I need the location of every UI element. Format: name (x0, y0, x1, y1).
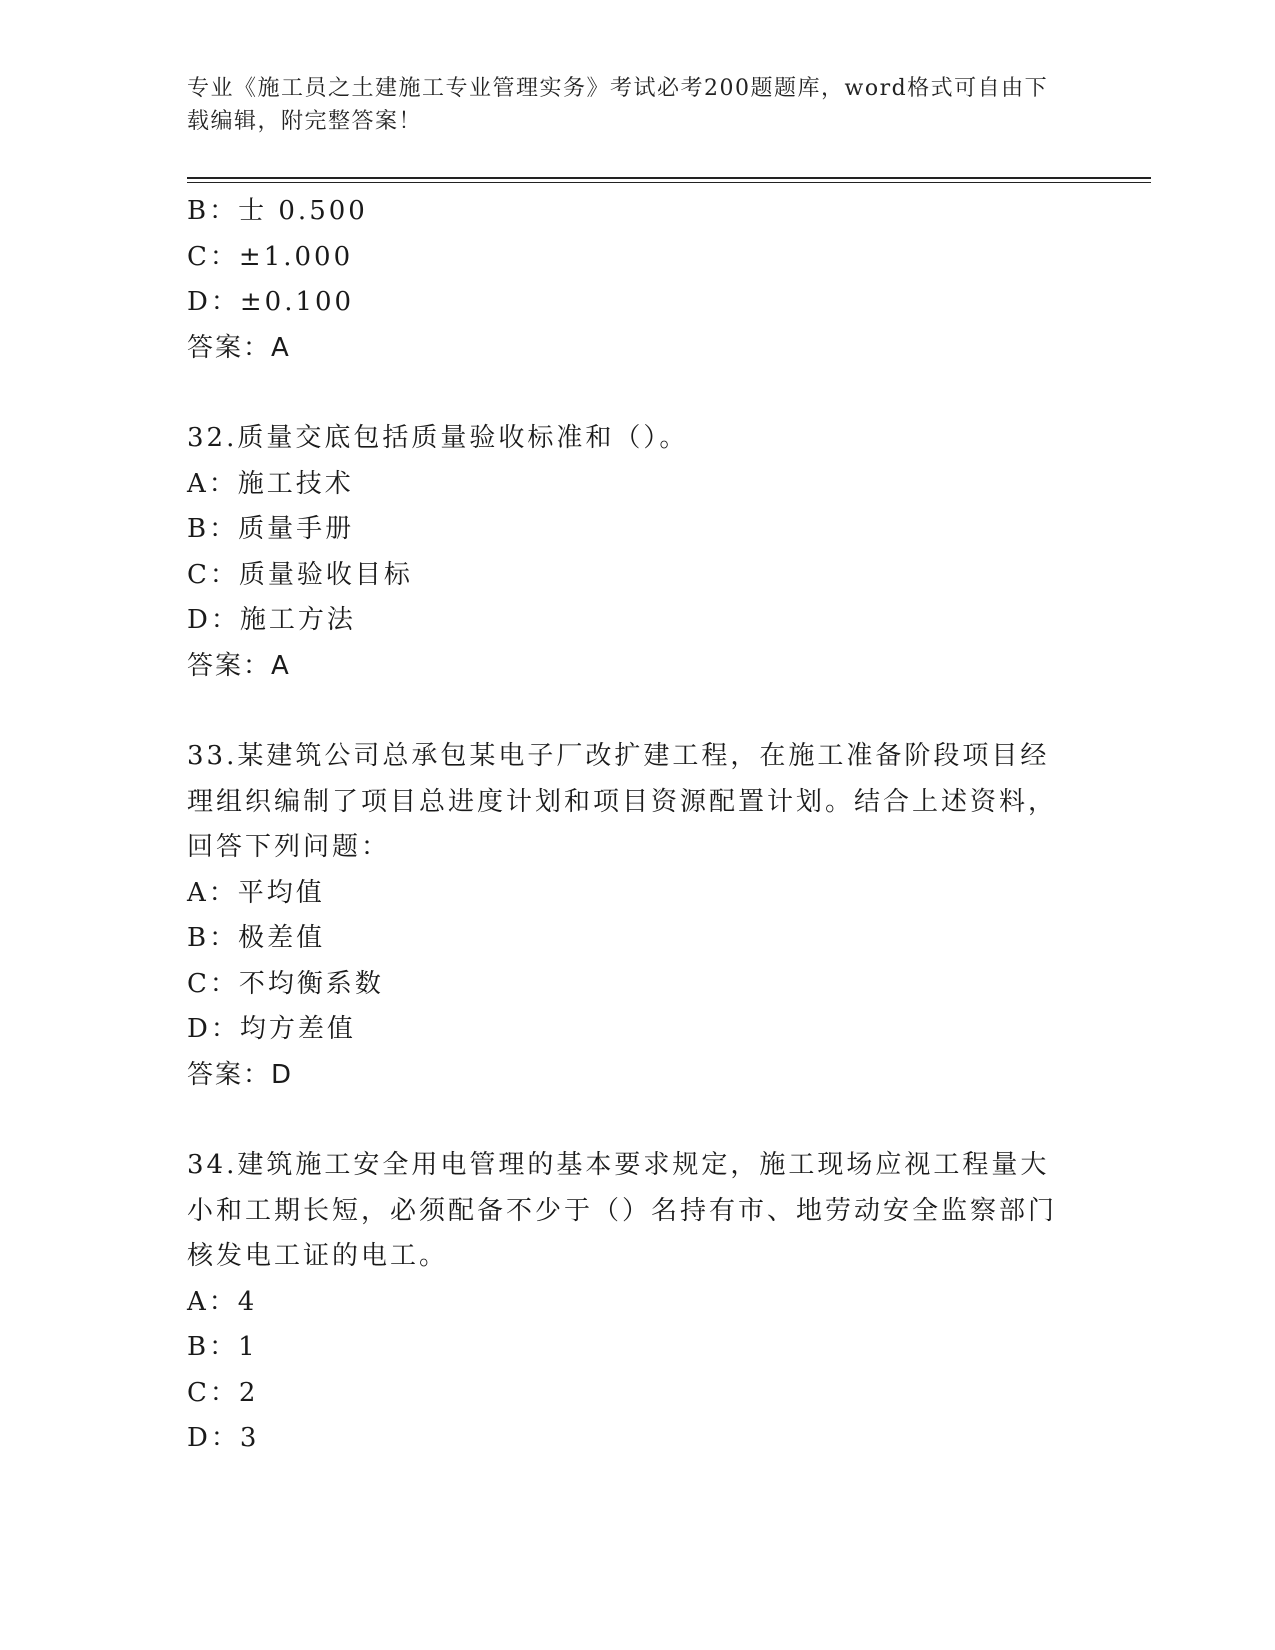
option-text: 士 0.500 (238, 196, 368, 226)
option-letter: D (187, 1014, 211, 1044)
question-33 (187, 734, 1077, 1098)
option-text: 不均衡系数 (238, 968, 384, 999)
option-letter: C (187, 559, 210, 590)
option-b: B：1 (187, 1332, 258, 1362)
option-text: 均方差值 (239, 1014, 356, 1044)
option-text: 极差值 (238, 923, 326, 953)
option-text: 4 (237, 1286, 258, 1317)
question-text: 33.某建筑公司总承包某电子厂改扩建工程，在施工准备阶段项目经理组织编制了项目总进度计划和项目资源配置计划。结合上述资料，回答下列问题： (187, 741, 1058, 862)
question-34 (187, 1143, 1077, 1462)
option-text: 2 (238, 1377, 259, 1408)
option-letter: A (187, 1286, 209, 1317)
option-text: 1 (238, 1332, 258, 1362)
option-c: C：不均衡系数 (187, 968, 384, 999)
option-letter: D (187, 605, 211, 635)
option-text: 质量手册 (238, 514, 355, 544)
page-header: 专业《施工员之土建施工专业管理实务》考试必考200题题库，word格式可自由下载编辑，附完整答案！ (187, 76, 1049, 134)
option-b: B：质量手册 (187, 514, 355, 544)
option-text: 施工技术 (237, 468, 354, 499)
option-d: D：施工方法 (187, 605, 356, 635)
option-letter: D (187, 1423, 211, 1453)
option-text: ±1.000 (238, 241, 354, 272)
option-c: C：2 (187, 1377, 259, 1408)
option-letter: A (187, 468, 209, 499)
option-b: B：士 0.500 (187, 196, 368, 226)
option-letter: D (187, 287, 211, 317)
question-text: 34.建筑施工安全用电管理的基本要求规定，施工现场应视工程量大小和工期长短，必须配备不少于（）名持有市、地劳动安全监察部门核发电工证的电工。 (187, 1150, 1058, 1271)
answer-line: 答案：D (187, 1059, 294, 1090)
option-text: 平均值 (237, 877, 325, 908)
option-c: C：±1.000 (187, 241, 354, 272)
option-letter: A (187, 877, 209, 908)
option-d: D：3 (187, 1423, 260, 1453)
question-content (187, 189, 1077, 1462)
option-text: 3 (239, 1423, 260, 1453)
partial-question (187, 189, 1077, 371)
option-letter: C (187, 968, 210, 999)
option-a: A：平均值 (187, 877, 325, 908)
question-text: 32.质量交底包括质量验收标准和（）。 (187, 423, 689, 453)
header-rule-thick (187, 177, 1151, 179)
option-a: A：4 (187, 1286, 258, 1317)
option-d: D：±0.100 (187, 287, 355, 317)
option-c: C：质量验收目标 (187, 559, 413, 590)
option-a: A：施工技术 (187, 468, 354, 499)
question-32 (187, 416, 1077, 689)
option-d: D：均方差值 (187, 1014, 356, 1044)
option-letter: C (187, 1377, 210, 1408)
answer-line: 答案：A (187, 332, 291, 363)
option-letter: B (187, 1332, 210, 1362)
option-letter: C (187, 241, 210, 272)
option-text: ±0.100 (239, 287, 355, 317)
option-letter: B (187, 923, 210, 953)
option-letter: B (187, 514, 210, 544)
option-b: B：极差值 (187, 923, 326, 953)
option-text: 质量验收目标 (238, 559, 413, 590)
option-text: 施工方法 (239, 605, 356, 635)
header-rule-thin (187, 182, 1151, 183)
answer-line: 答案：A (187, 650, 291, 681)
option-letter: B (187, 196, 210, 226)
